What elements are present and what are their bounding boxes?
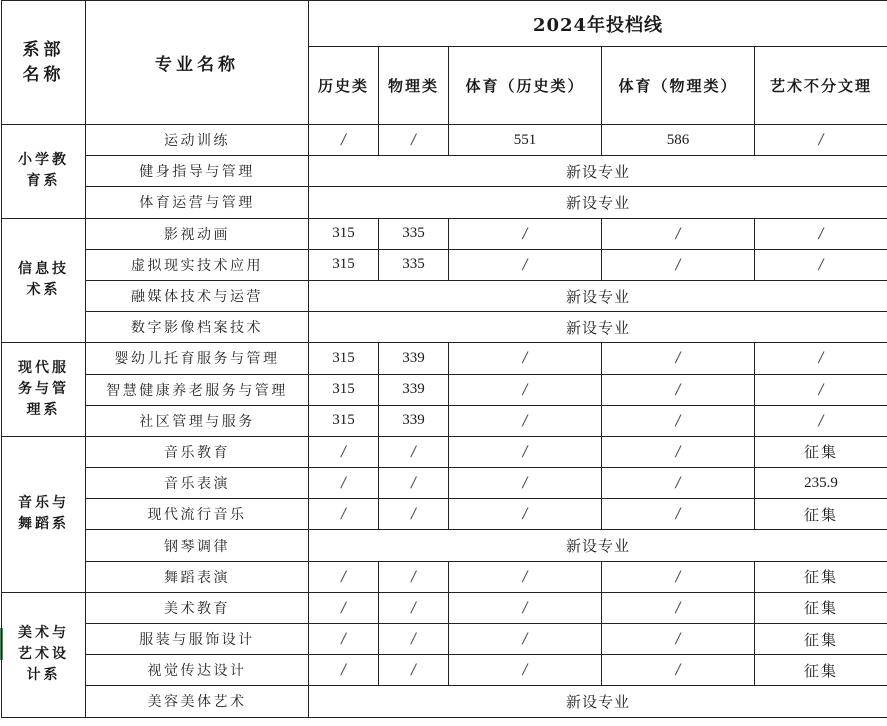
major-name: 舞蹈表演 xyxy=(86,561,309,592)
table-row xyxy=(2,156,887,187)
score-cell: / xyxy=(309,592,379,623)
score-cell: / xyxy=(602,374,755,405)
major-name: 社区管理与服务 xyxy=(86,405,309,436)
header-year-group: 2024年投档线 xyxy=(309,1,887,47)
score-cell: / xyxy=(379,624,449,655)
score-cell: 339 xyxy=(379,374,449,405)
table-row xyxy=(2,280,887,311)
header-col-pe-physics: 体育（物理类） xyxy=(602,47,755,125)
score-cell: 586 xyxy=(602,125,755,156)
dept-name: 小学教育系 xyxy=(18,152,69,190)
score-cell: / xyxy=(449,249,602,280)
table-row xyxy=(2,592,887,623)
table-row xyxy=(2,249,887,280)
score-cell: / xyxy=(755,343,887,374)
score-cell: / xyxy=(602,405,755,436)
major-name: 现代流行音乐 xyxy=(86,499,309,530)
score-cell: 315 xyxy=(309,249,379,280)
major-name: 融媒体技术与运营 xyxy=(86,280,309,311)
table-row xyxy=(2,499,887,530)
dept-name: 美术与艺术设计系 xyxy=(18,625,69,684)
table-row xyxy=(2,374,887,405)
score-cell: / xyxy=(449,218,602,249)
score-cell: / xyxy=(449,561,602,592)
table-row xyxy=(2,312,887,343)
admission-score-table xyxy=(1,0,887,718)
major-name: 影视动画 xyxy=(86,218,309,249)
header-col-history: 历史类 xyxy=(309,47,379,125)
major-name: 婴幼儿托育服务与管理 xyxy=(86,343,309,374)
score-cell: / xyxy=(309,436,379,467)
score-cell: / xyxy=(449,343,602,374)
score-cell: / xyxy=(755,405,887,436)
dept-name-cell xyxy=(2,125,86,219)
score-cell: / xyxy=(449,436,602,467)
dept-name-cell xyxy=(2,436,86,592)
dept-name: 现代服务与管理系 xyxy=(18,360,69,419)
header-col-physics: 物理类 xyxy=(379,47,449,125)
table-row xyxy=(2,405,887,436)
score-cell: / xyxy=(602,561,755,592)
score-cell: / xyxy=(449,374,602,405)
table-row xyxy=(2,125,887,156)
dept-name: 音乐与舞蹈系 xyxy=(18,495,69,533)
table-row xyxy=(2,686,887,717)
score-cell: 339 xyxy=(379,343,449,374)
score-cell: / xyxy=(379,655,449,686)
header-col-pe-history: 体育（历史类） xyxy=(449,47,602,125)
table-row xyxy=(2,530,887,561)
major-name: 视觉传达设计 xyxy=(86,655,309,686)
score-cell: / xyxy=(379,436,449,467)
score-cell: / xyxy=(449,624,602,655)
score-cell: / xyxy=(602,655,755,686)
new-major-label: 新设专业 xyxy=(309,686,887,717)
major-name: 运动训练 xyxy=(86,125,309,156)
dept-name-cell xyxy=(2,343,86,437)
score-cell: 征集 xyxy=(755,592,887,623)
score-cell: / xyxy=(379,125,449,156)
score-cell: / xyxy=(309,499,379,530)
score-cell: 征集 xyxy=(755,624,887,655)
major-name: 钢琴调律 xyxy=(86,530,309,561)
score-cell: / xyxy=(309,655,379,686)
score-cell: / xyxy=(602,468,755,499)
score-cell: 315 xyxy=(309,343,379,374)
header-major: 专业名称 xyxy=(86,1,309,125)
score-cell: / xyxy=(755,249,887,280)
new-major-label: 新设专业 xyxy=(309,530,887,561)
score-cell: 征集 xyxy=(755,561,887,592)
score-cell: 235.9 xyxy=(755,468,887,499)
score-cell: / xyxy=(309,561,379,592)
dept-name-cell xyxy=(2,592,86,717)
header-row-1 xyxy=(2,1,887,47)
table-body xyxy=(2,125,887,718)
score-cell: / xyxy=(449,468,602,499)
score-cell: / xyxy=(755,374,887,405)
dept-name-cell xyxy=(2,218,86,343)
major-name: 数字影像档案技术 xyxy=(86,312,309,343)
table-row xyxy=(2,624,887,655)
score-cell: 315 xyxy=(309,405,379,436)
major-name: 虚拟现实技术应用 xyxy=(86,249,309,280)
major-name: 音乐教育 xyxy=(86,436,309,467)
table-row xyxy=(2,343,887,374)
score-cell: 征集 xyxy=(755,436,887,467)
score-cell: / xyxy=(379,468,449,499)
new-major-label: 新设专业 xyxy=(309,156,887,187)
score-cell: / xyxy=(309,125,379,156)
new-major-label: 新设专业 xyxy=(309,280,887,311)
score-cell: 339 xyxy=(379,405,449,436)
major-name: 健身指导与管理 xyxy=(86,156,309,187)
score-cell: / xyxy=(602,499,755,530)
header-dept xyxy=(2,1,86,125)
score-cell: / xyxy=(309,624,379,655)
score-cell: 征集 xyxy=(755,499,887,530)
score-cell: / xyxy=(602,592,755,623)
table-row xyxy=(2,218,887,249)
score-cell: 551 xyxy=(449,125,602,156)
score-cell: / xyxy=(379,499,449,530)
score-cell: / xyxy=(449,592,602,623)
table-row xyxy=(2,436,887,467)
score-cell: / xyxy=(449,655,602,686)
score-cell: 335 xyxy=(379,218,449,249)
major-name: 音乐表演 xyxy=(86,468,309,499)
score-cell: 315 xyxy=(309,374,379,405)
dept-name: 信息技术系 xyxy=(18,261,69,299)
table-row xyxy=(2,187,887,218)
score-cell: / xyxy=(602,249,755,280)
major-name: 智慧健康养老服务与管理 xyxy=(86,374,309,405)
table-row xyxy=(2,561,887,592)
score-cell: / xyxy=(309,468,379,499)
score-cell: / xyxy=(379,592,449,623)
score-cell: / xyxy=(602,624,755,655)
score-cell: / xyxy=(755,125,887,156)
score-cell: / xyxy=(449,405,602,436)
new-major-label: 新设专业 xyxy=(309,312,887,343)
score-cell: / xyxy=(602,218,755,249)
major-name: 美容美体艺术 xyxy=(86,686,309,717)
score-cell: 315 xyxy=(309,218,379,249)
score-cell: 335 xyxy=(379,249,449,280)
major-name: 美术教育 xyxy=(86,592,309,623)
score-cell: / xyxy=(379,561,449,592)
major-name: 体育运营与管理 xyxy=(86,187,309,218)
score-cell: 征集 xyxy=(755,655,887,686)
header-col-arts: 艺术不分文理 xyxy=(755,47,887,125)
score-cell: / xyxy=(449,499,602,530)
new-major-label: 新设专业 xyxy=(309,187,887,218)
table-row xyxy=(2,468,887,499)
header-dept-text: 系部名称 xyxy=(22,39,65,85)
major-name: 服装与服饰设计 xyxy=(86,624,309,655)
score-cell: / xyxy=(602,436,755,467)
score-cell: / xyxy=(602,343,755,374)
score-cell: / xyxy=(755,218,887,249)
table-row xyxy=(2,655,887,686)
